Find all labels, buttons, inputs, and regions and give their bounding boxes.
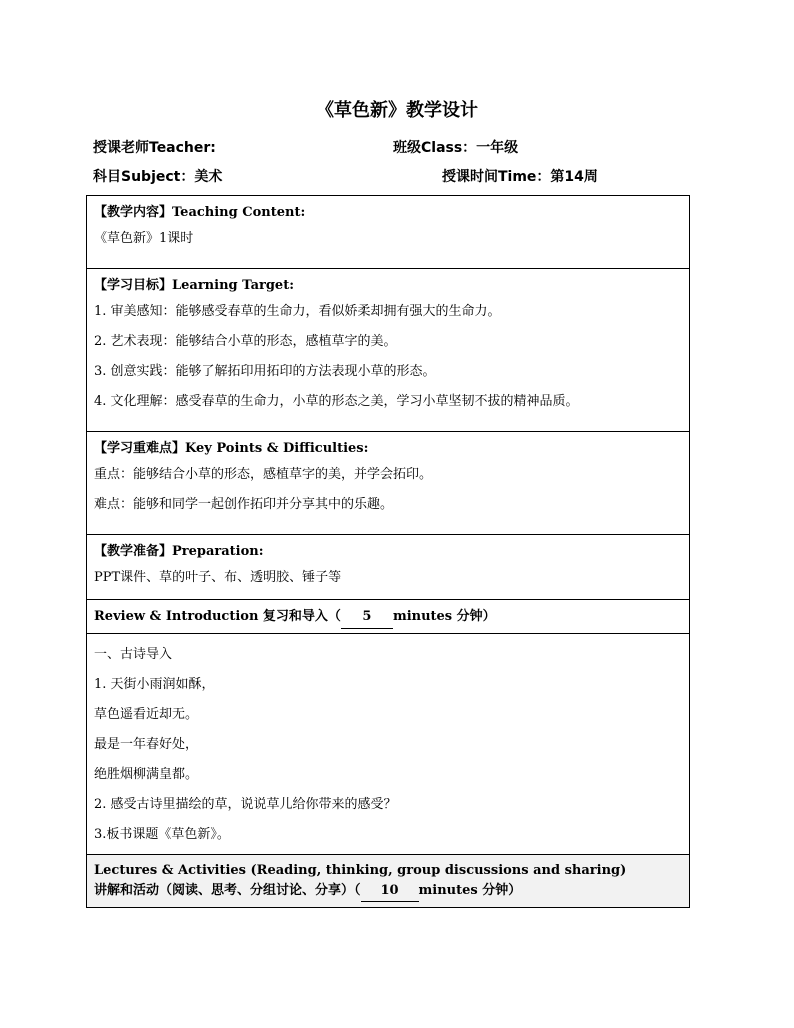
target-item: 3. 创意实践：能够了解拓印用拓印的方法表现小草的形态。: [94, 364, 436, 379]
content-section: [87, 196, 690, 269]
preparation-text: PPT课件、草的叶子、布、透明胶、锤子等: [94, 570, 342, 585]
review-suffix: minutes 分钟）: [392, 609, 496, 624]
key-points-section: [87, 432, 690, 535]
intro-item: 最是一年春好处，: [94, 737, 199, 752]
key-point-item: 难点：能够和同学一起创作拓印并分享其中的乐趣。: [94, 497, 394, 512]
target-item: 4. 文化理解：感受春草的生命力，小草的形态之美，学习小草坚韧不拔的精神品质。: [94, 394, 579, 409]
intro-item: 2. 感受古诗里描绘的草，说说草儿给你带来的感受？: [94, 797, 397, 812]
lectures-section: [87, 855, 690, 908]
review-section: [87, 600, 690, 634]
intro-item: 1. 天街小雨润如酥，: [94, 677, 215, 692]
key-point-item: 重点：能够结合小草的形态，感植草字的美，并学会拓印。: [94, 467, 433, 482]
intro-item: 一、古诗导入: [94, 647, 173, 662]
subject-label: 科目Subject：美术: [93, 169, 223, 185]
target-item: 1. 审美感知：能够感受春草的生命力，看似娇柔却拥有强大的生命力。: [94, 304, 501, 319]
lectures-suffix: minutes 分钟）: [418, 883, 522, 898]
target-section: [87, 269, 690, 432]
intro-item: 绝胜烟柳满皇都。: [94, 767, 199, 782]
lesson-plan-table: [86, 195, 690, 908]
intro-item: 3.板书课题《草色新》。: [94, 827, 230, 842]
preparation-section: [87, 535, 690, 600]
teacher-label: 授课老师Teacher:: [93, 140, 216, 156]
intro-item: 草色遥看近却无。: [94, 707, 199, 722]
time-label: 授课时间Time：第14周: [442, 169, 598, 185]
lectures-label-en: Lectures & Activities (Reading, thinking, group discussions and sharing): [94, 863, 627, 878]
lectures-minutes: 10: [361, 881, 419, 902]
content-text: 《草色新》1课时: [94, 231, 194, 246]
key-points-heading: 【学习重难点】Key Points & Difficulties:: [94, 441, 369, 456]
lectures-label-cn: 讲解和活动（阅读、思考、分组讨论、分享）（: [94, 883, 361, 898]
preparation-heading: 【教学准备】Preparation:: [94, 544, 264, 559]
class-label: 班级Class：一年级: [393, 140, 519, 156]
review-label: Review & Introduction 复习和导入（: [94, 609, 341, 624]
document-title: 《草色新》教学设计: [316, 100, 478, 121]
content-heading: 【教学内容】Teaching Content:: [94, 205, 306, 220]
intro-section: [87, 634, 690, 855]
review-minutes: 5: [341, 606, 393, 629]
target-heading: 【学习目标】Learning Target:: [94, 278, 295, 293]
target-item: 2. 艺术表现：能够结合小草的形态，感植草字的美。: [94, 334, 397, 349]
